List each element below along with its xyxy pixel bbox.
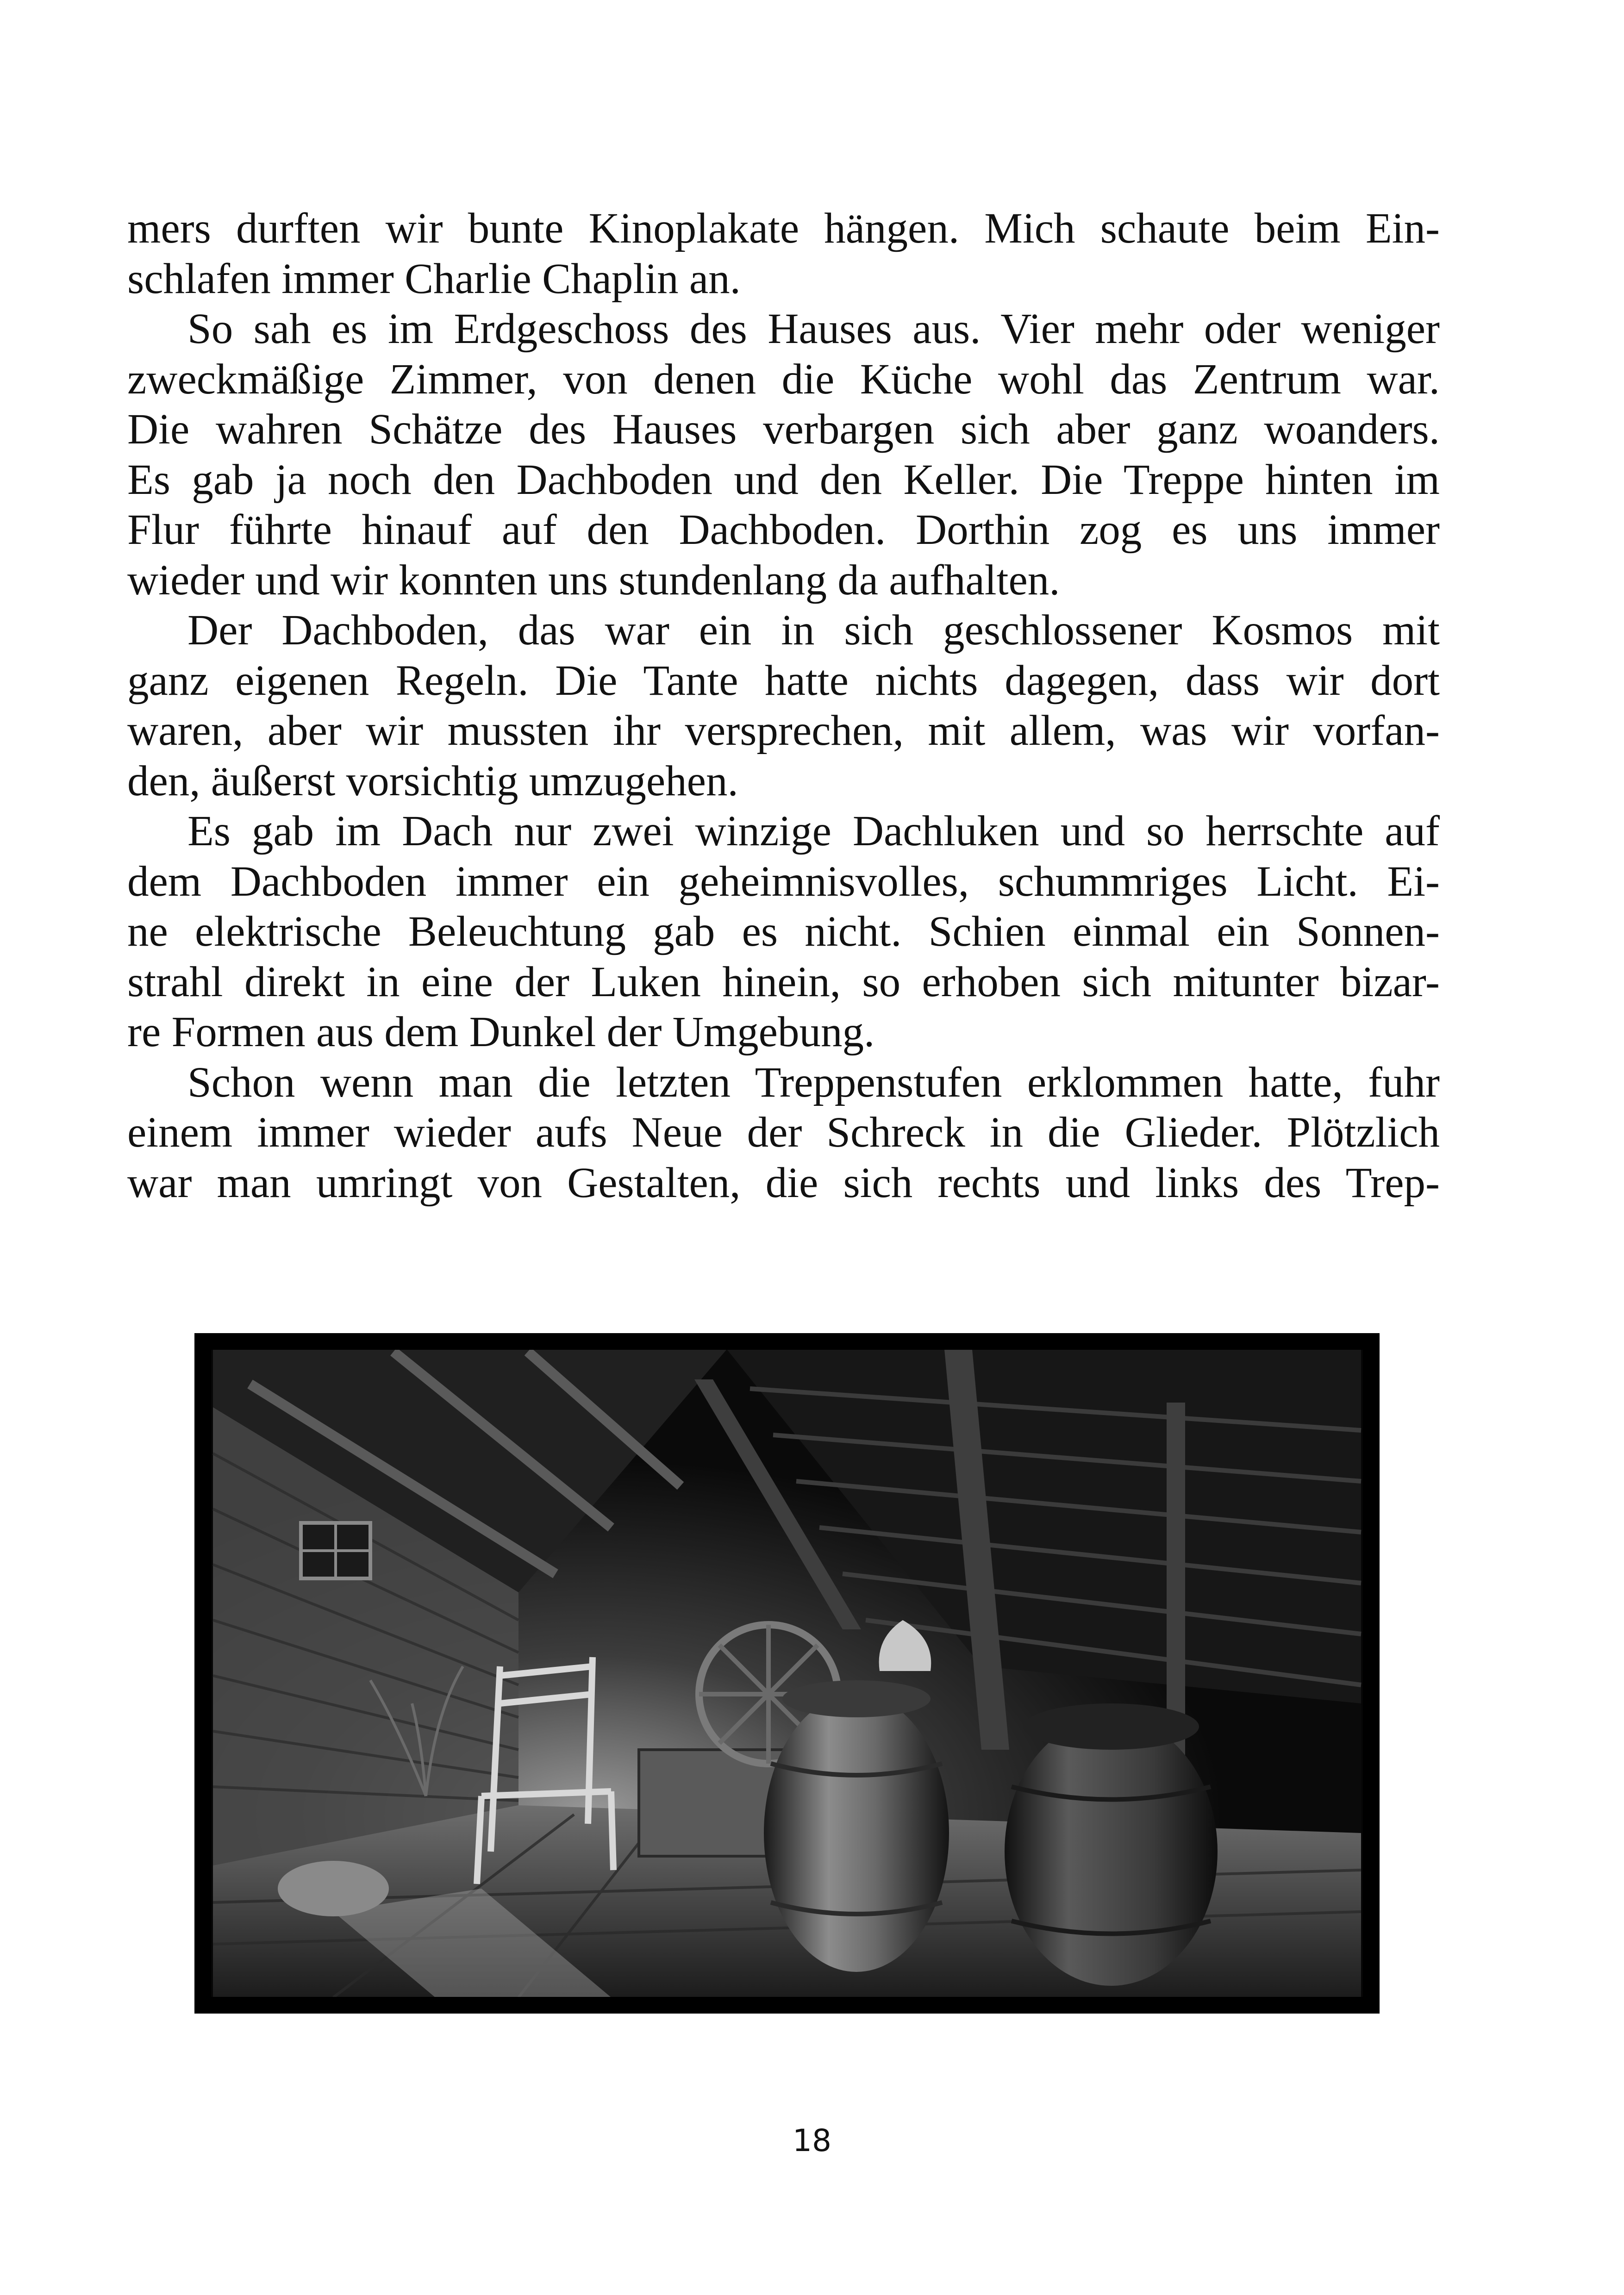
text-line: wieder und wir konnten uns stundenlang da aufhalten. [127, 556, 1060, 604]
text-line: schlafen immer Charlie Chaplin an. [127, 255, 741, 303]
text-line: Es gab ja noch den Dachboden und den Keller. Die Treppe hinten im [127, 455, 1440, 504]
page-number: 18 [793, 2123, 831, 2158]
text-line: ne elektrische Beleuchtung gab es nicht. Schien einmal ein Sonnen- [127, 908, 1440, 955]
text-line: den, äußerst vorsichtig umzugehen. [127, 757, 738, 805]
text-line: Der Dachboden, das war ein in sich geschlossener Kosmos mit [187, 606, 1440, 654]
text-line: strahl direkt in eine der Luken hinein, so erhoben sich mitunter bizar- [127, 958, 1440, 1006]
text-line: Die wahren Schätze des Hauses verbargen sich aber ganz woanders. [127, 405, 1440, 453]
text-line: war man umringt von Gestalten, die sich rechts und links des Trep- [127, 1159, 1440, 1207]
text-line: dem Dachboden immer ein geheimnisvolles, schummriges Licht. Ei- [127, 857, 1440, 905]
text-line: So sah es im Erdgeschoss des Hauses aus. Vier mehr oder weniger [187, 305, 1440, 353]
attic-image [194, 1333, 1380, 2014]
text-line: einem immer wieder aufs Neue der Schreck in die Glieder. Plötzlich [127, 1109, 1440, 1156]
text-line: Schon wenn man die letzten Treppenstufen erklommen hatte, fuhr [187, 1058, 1440, 1106]
body-text [127, 204, 1440, 1208]
text-line: Flur führte hinauf auf den Dachboden. Dorthin zog es uns immer [127, 506, 1440, 554]
text-line: zweckmäßige Zimmer, von denen die Küche wohl das Zentrum war. [127, 355, 1440, 403]
attic-illustration [194, 1333, 1380, 2014]
text-line: ganz eigenen Regeln. Die Tante hatte nichts dagegen, dass wir dort [127, 656, 1440, 705]
text-line: waren, aber wir mussten ihr versprechen, mit allem, was wir vorfan- [127, 707, 1440, 755]
text-line: Es gab im Dach nur zwei winzige Dachluken und so herrschte auf [187, 807, 1440, 855]
text-line: mers durften wir bunte Kinoplakate hängen. Mich schaute beim Ein- [127, 205, 1440, 252]
text-line: re Formen aus dem Dunkel der Umgebung. [127, 1008, 875, 1056]
